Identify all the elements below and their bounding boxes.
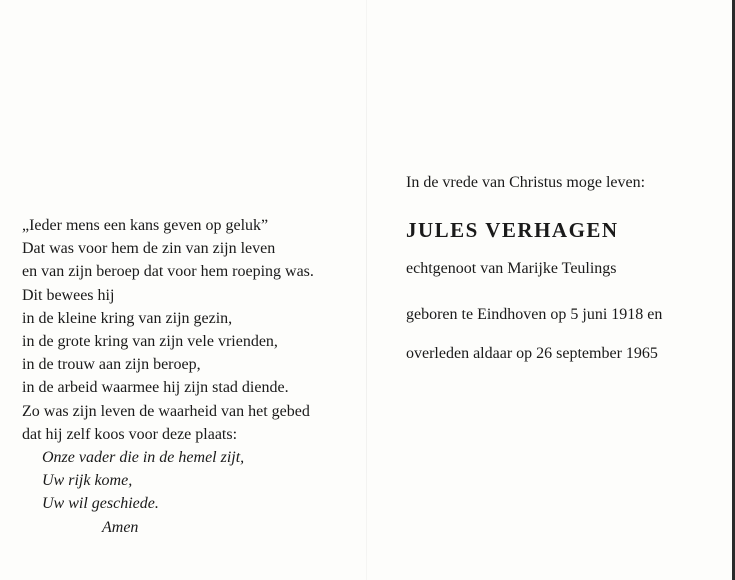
left-page [22, 214, 357, 539]
poem-line-1: „Ieder mens een kans geven op geluk” [22, 217, 269, 234]
prayer-amen: Amen [102, 518, 139, 536]
death-text: overleden aldaar op 26 september 1965 [406, 345, 658, 362]
prayer-line-3: Uw wil geschiede. [42, 495, 159, 513]
poem-line-7: in de trouw aan zijn beroep, [22, 356, 201, 374]
poem-line-6: in de grote kring van zijn vele vrienden, [22, 333, 278, 351]
deceased-name: JULES VERHAGEN [406, 218, 619, 242]
poem-line-2: Dat was voor hem de zin van zijn leven [22, 240, 276, 258]
birth-text: geboren te Eindhoven op 5 juni 1918 en [406, 306, 663, 323]
poem-line-8: in de arbeid waarmee hij zijn stad diende. [22, 379, 289, 397]
prayer-line-1: Onze vader die in de hemel zijt, [42, 449, 245, 467]
prayer-line-2: Uw rijk kome, [42, 472, 133, 490]
poem-line-5: in de kleine kring van zijn gezin, [22, 309, 233, 327]
poem-line-3: en van zijn beroep dat voor hem roeping was. [22, 263, 314, 281]
spouse-text: echtgenoot van Marijke Teulings [406, 260, 617, 277]
intro-text: In de vrede van Christus moge leven: [406, 174, 646, 191]
card-fold-line [366, 0, 367, 580]
poem-line-10: dat hij zelf koos voor deze plaats: [22, 425, 238, 443]
poem-line-4: Dit bewees hij [22, 286, 115, 304]
poem-line-9: Zo was zijn leven de waarheid van het gebed [22, 402, 310, 420]
